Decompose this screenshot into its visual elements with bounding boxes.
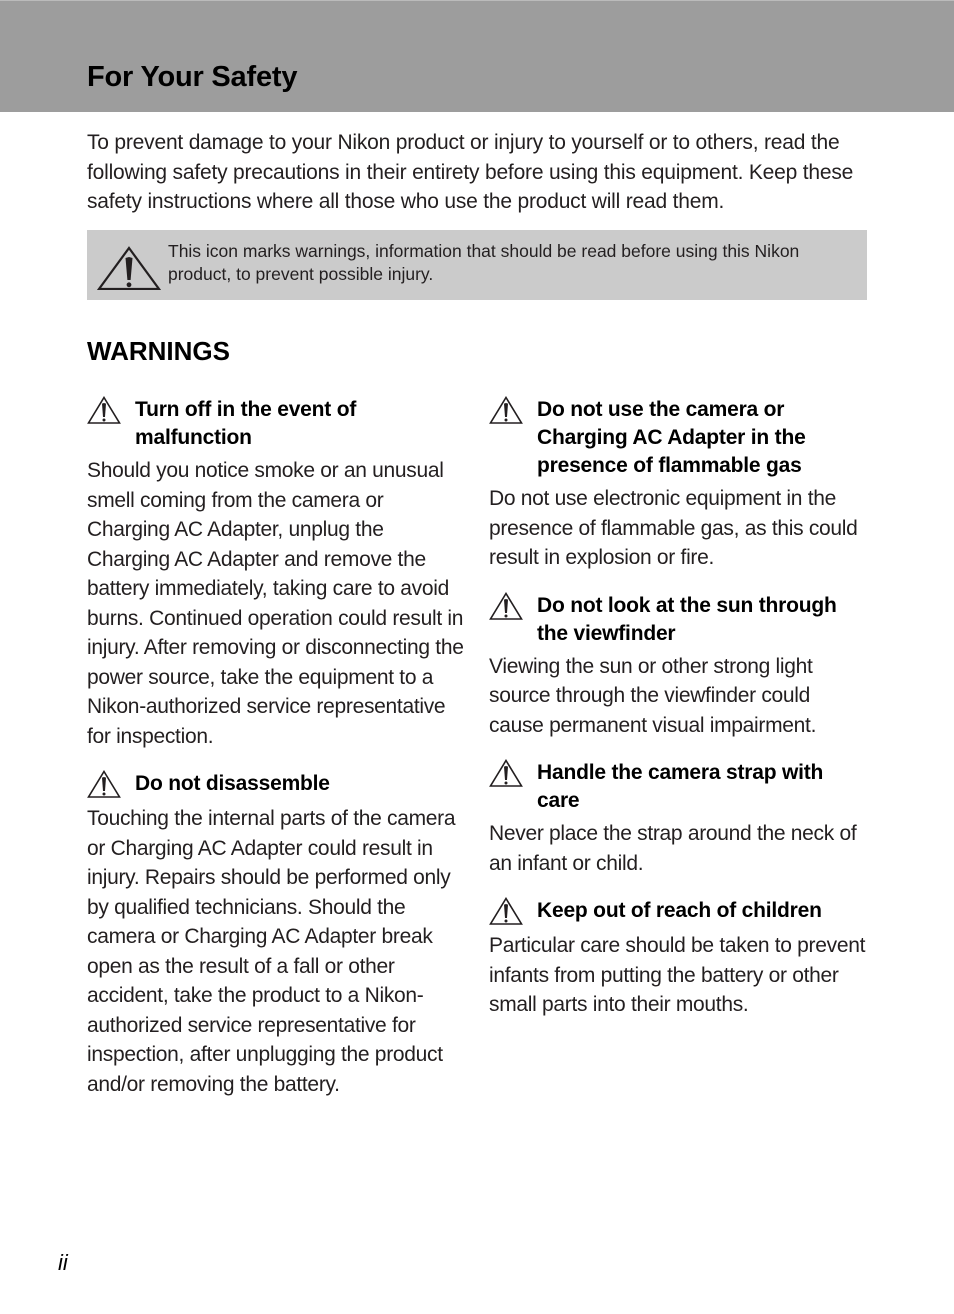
warning-item-title: Do not look at the sun through the viewfinder bbox=[537, 593, 837, 645]
warning-triangle-icon bbox=[489, 897, 523, 925]
page-header bbox=[0, 0, 954, 112]
warning-triangle-icon bbox=[489, 396, 523, 424]
warning-item-body: Particular care should be taken to prevent infants from putting the battery or other small parts into their mouths. bbox=[489, 934, 866, 1016]
warning-item-heading bbox=[87, 396, 465, 452]
warning-item-body: Do not use electronic equipment in the presence of flammable gas, as this could result in explosion or fire. bbox=[489, 487, 858, 569]
warning-item bbox=[87, 396, 465, 751]
warning-item-heading bbox=[489, 592, 869, 648]
warning-item bbox=[489, 759, 869, 878]
section-title: WARNINGS bbox=[87, 336, 230, 366]
warning-item-heading bbox=[489, 759, 869, 815]
intro-paragraph: To prevent damage to your Nikon product or injury to yourself or to others, read the following safety precautions in their entirety before using this equipment. Keep these safety instructions where all those who use the product will read them. bbox=[87, 131, 854, 213]
warning-triangle-icon bbox=[97, 246, 161, 290]
warning-item-body: Never place the strap around the neck of an infant or child. bbox=[489, 822, 857, 875]
right-column bbox=[489, 396, 869, 1039]
warning-item-body: Touching the internal parts of the camera or Charging AC Adapter could result in injury. Repairs should be performed only by qualified technicians. Should the camera or Charging AC Adapter break open as the result of a fall or other accident, take the product to a Nikon-authorized service representative for inspection, after unplugging the product and/or removing the battery. bbox=[87, 807, 456, 1096]
warning-item-title: Keep out of reach of children bbox=[537, 899, 822, 922]
warning-item-title: Do not use the camera or Charging AC Adapter in the presence of flammable gas bbox=[537, 398, 806, 477]
warning-triangle-icon bbox=[87, 396, 121, 424]
warning-item bbox=[489, 897, 869, 1020]
warning-item-body: Viewing the sun or other strong light source through the viewfinder could cause permanent visual impairment. bbox=[489, 654, 817, 737]
warning-note-text: This icon marks warnings, information that should be read before using this Nikon product, to prevent possible injury. bbox=[168, 241, 800, 284]
warning-triangle-icon bbox=[87, 770, 121, 798]
warning-item bbox=[489, 592, 869, 741]
warning-item-body: Should you notice smoke or an unusual smell coming from the camera or Charging AC Adapter, unplug the Charging AC Adapter and remove the battery immediately, taking care to avoid burns. Continued operation could result in injury. After removing or disconnecting the power source, take the equipment to a Nikon-authorized service representative for inspection. bbox=[87, 459, 464, 748]
page-title: For Your Safety bbox=[87, 61, 298, 93]
warning-item-title: Turn off in the event of malfunction bbox=[135, 398, 357, 449]
warning-item bbox=[489, 396, 869, 573]
left-column bbox=[87, 396, 465, 1118]
warning-item-heading bbox=[489, 396, 869, 480]
warning-triangle-icon bbox=[489, 759, 523, 787]
warning-note-box bbox=[87, 230, 867, 300]
warning-item-heading bbox=[489, 897, 869, 927]
warning-item-heading bbox=[87, 770, 465, 800]
warning-item-title: Do not disassemble bbox=[135, 772, 330, 795]
warning-item-title: Handle the camera strap with care bbox=[537, 761, 824, 812]
warning-item bbox=[87, 770, 465, 1099]
warning-triangle-icon bbox=[489, 592, 523, 620]
page-number: ii bbox=[58, 1250, 68, 1275]
